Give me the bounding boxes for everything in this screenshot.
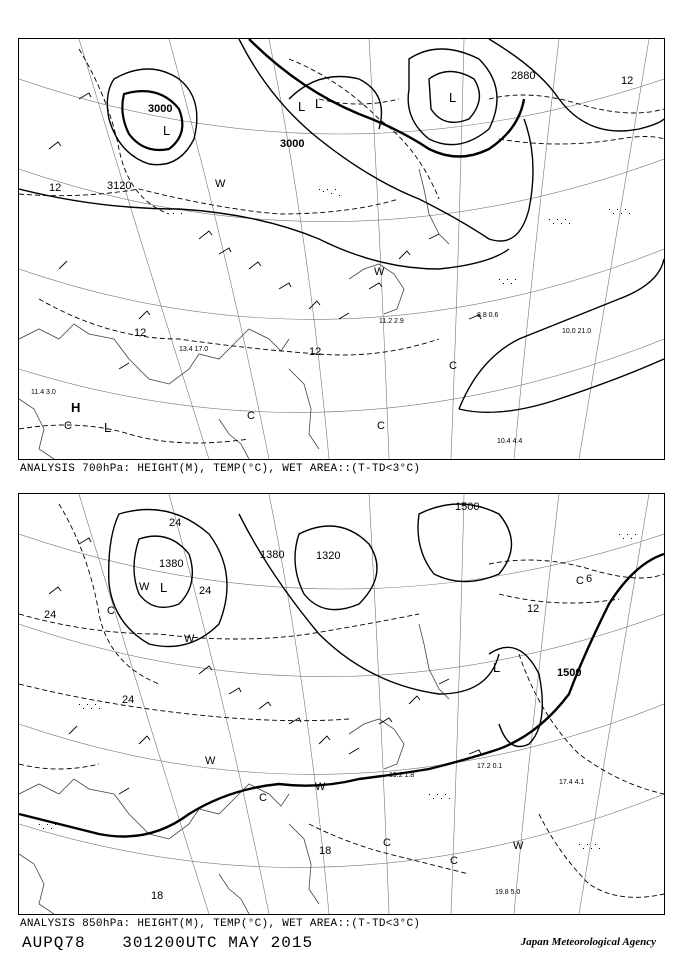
height-label: 1500: [455, 501, 480, 513]
station-value: 11.4 3.0: [31, 389, 56, 396]
station-value: 8.8 0.6: [477, 312, 499, 319]
warm-center: W: [184, 633, 195, 645]
cold-center: C: [259, 792, 267, 804]
isotherm-label: 18: [151, 890, 164, 902]
low-pressure-center: L: [493, 660, 501, 675]
cold-center: C: [64, 420, 72, 432]
panel-caption-850hpa: ANALYSIS 850hPa: HEIGHT(M), TEMP(°C), WET AREA::(T-TD<3°C): [20, 918, 421, 930]
station-value: 17.2 0.1: [477, 763, 503, 770]
cold-center: C: [383, 837, 391, 849]
cold-center: C: [107, 605, 115, 617]
isotherm-label: 12: [309, 346, 322, 358]
station-value: 17.4 4.1: [559, 779, 585, 786]
warm-center: W: [513, 840, 524, 852]
height-contours: [19, 39, 664, 412]
station-value: 13.4 17.0: [179, 346, 209, 353]
height-label: 3000: [280, 138, 305, 150]
isotherm-label: 6: [586, 573, 593, 585]
warm-center: W: [215, 178, 226, 190]
wet-area-stipple: [169, 189, 630, 284]
coastline: [19, 169, 449, 459]
wind-barbs: [49, 93, 481, 369]
low-pressure-center: L: [163, 123, 171, 138]
low-pressure-center: L: [104, 420, 112, 435]
station-value: 19.8 5.0: [495, 889, 521, 896]
warm-center: W: [374, 266, 385, 278]
coastline: [19, 624, 449, 914]
isotherm-label: 12: [527, 603, 540, 615]
panel-caption-700hpa: ANALYSIS 700hPa: HEIGHT(M), TEMP(°C), WET AREA::(T-TD<3°C): [20, 463, 421, 475]
height-label: 1380: [260, 549, 285, 561]
isotherm-label: 12: [134, 327, 147, 339]
product-code: AUPQ78: [22, 934, 86, 952]
isotherms: [19, 504, 664, 897]
weather-map-700hpa: [19, 39, 664, 459]
station-value: 10.4 4.4: [497, 438, 523, 445]
isotherm-label: 24: [122, 694, 135, 706]
chart-identifier: [22, 934, 339, 952]
station-value: 19.2 1.8: [389, 772, 415, 779]
height-label: 3120: [107, 180, 132, 192]
low-pressure-center: L: [160, 580, 168, 595]
low-pressure-center: L: [298, 99, 306, 114]
low-pressure-center: L: [315, 96, 323, 111]
height-label: 1500: [557, 667, 582, 679]
height-label: 1380: [159, 558, 184, 570]
map-panel-700hpa: [18, 38, 665, 460]
height-label: 3000: [148, 103, 173, 115]
wet-area-stipple: [39, 534, 636, 849]
isotherm-label: 24: [44, 609, 57, 621]
analysis-datetime: 301200UTC MAY 2015: [122, 934, 314, 952]
weather-map-850hpa: [19, 494, 664, 914]
height-label: 2880: [511, 70, 536, 82]
low-pressure-center: L: [449, 90, 457, 105]
cold-center: C: [449, 360, 457, 372]
cold-center: C: [247, 410, 255, 422]
station-value: 10.0 21.0: [562, 328, 592, 335]
isotherm-label: 24: [199, 585, 212, 597]
warm-center: W: [139, 581, 150, 593]
isotherm-label: 12: [49, 182, 62, 194]
cold-center: C: [450, 855, 458, 867]
isotherm-label: 12: [621, 75, 634, 87]
warm-center: W: [205, 755, 216, 767]
isotherm-label: 24: [169, 517, 182, 529]
height-label: 1320: [316, 550, 341, 562]
warm-center: W: [315, 781, 326, 793]
cold-center: C: [377, 420, 385, 432]
isotherm-label: 18: [319, 845, 332, 857]
high-pressure-center: H: [71, 400, 81, 415]
cold-center: C: [576, 575, 584, 587]
wind-barbs: [49, 538, 481, 794]
agency-name: Japan Meteorological Agency: [520, 936, 656, 948]
station-value: 11.2 2.9: [379, 318, 404, 325]
map-panel-850hpa: [18, 493, 665, 915]
